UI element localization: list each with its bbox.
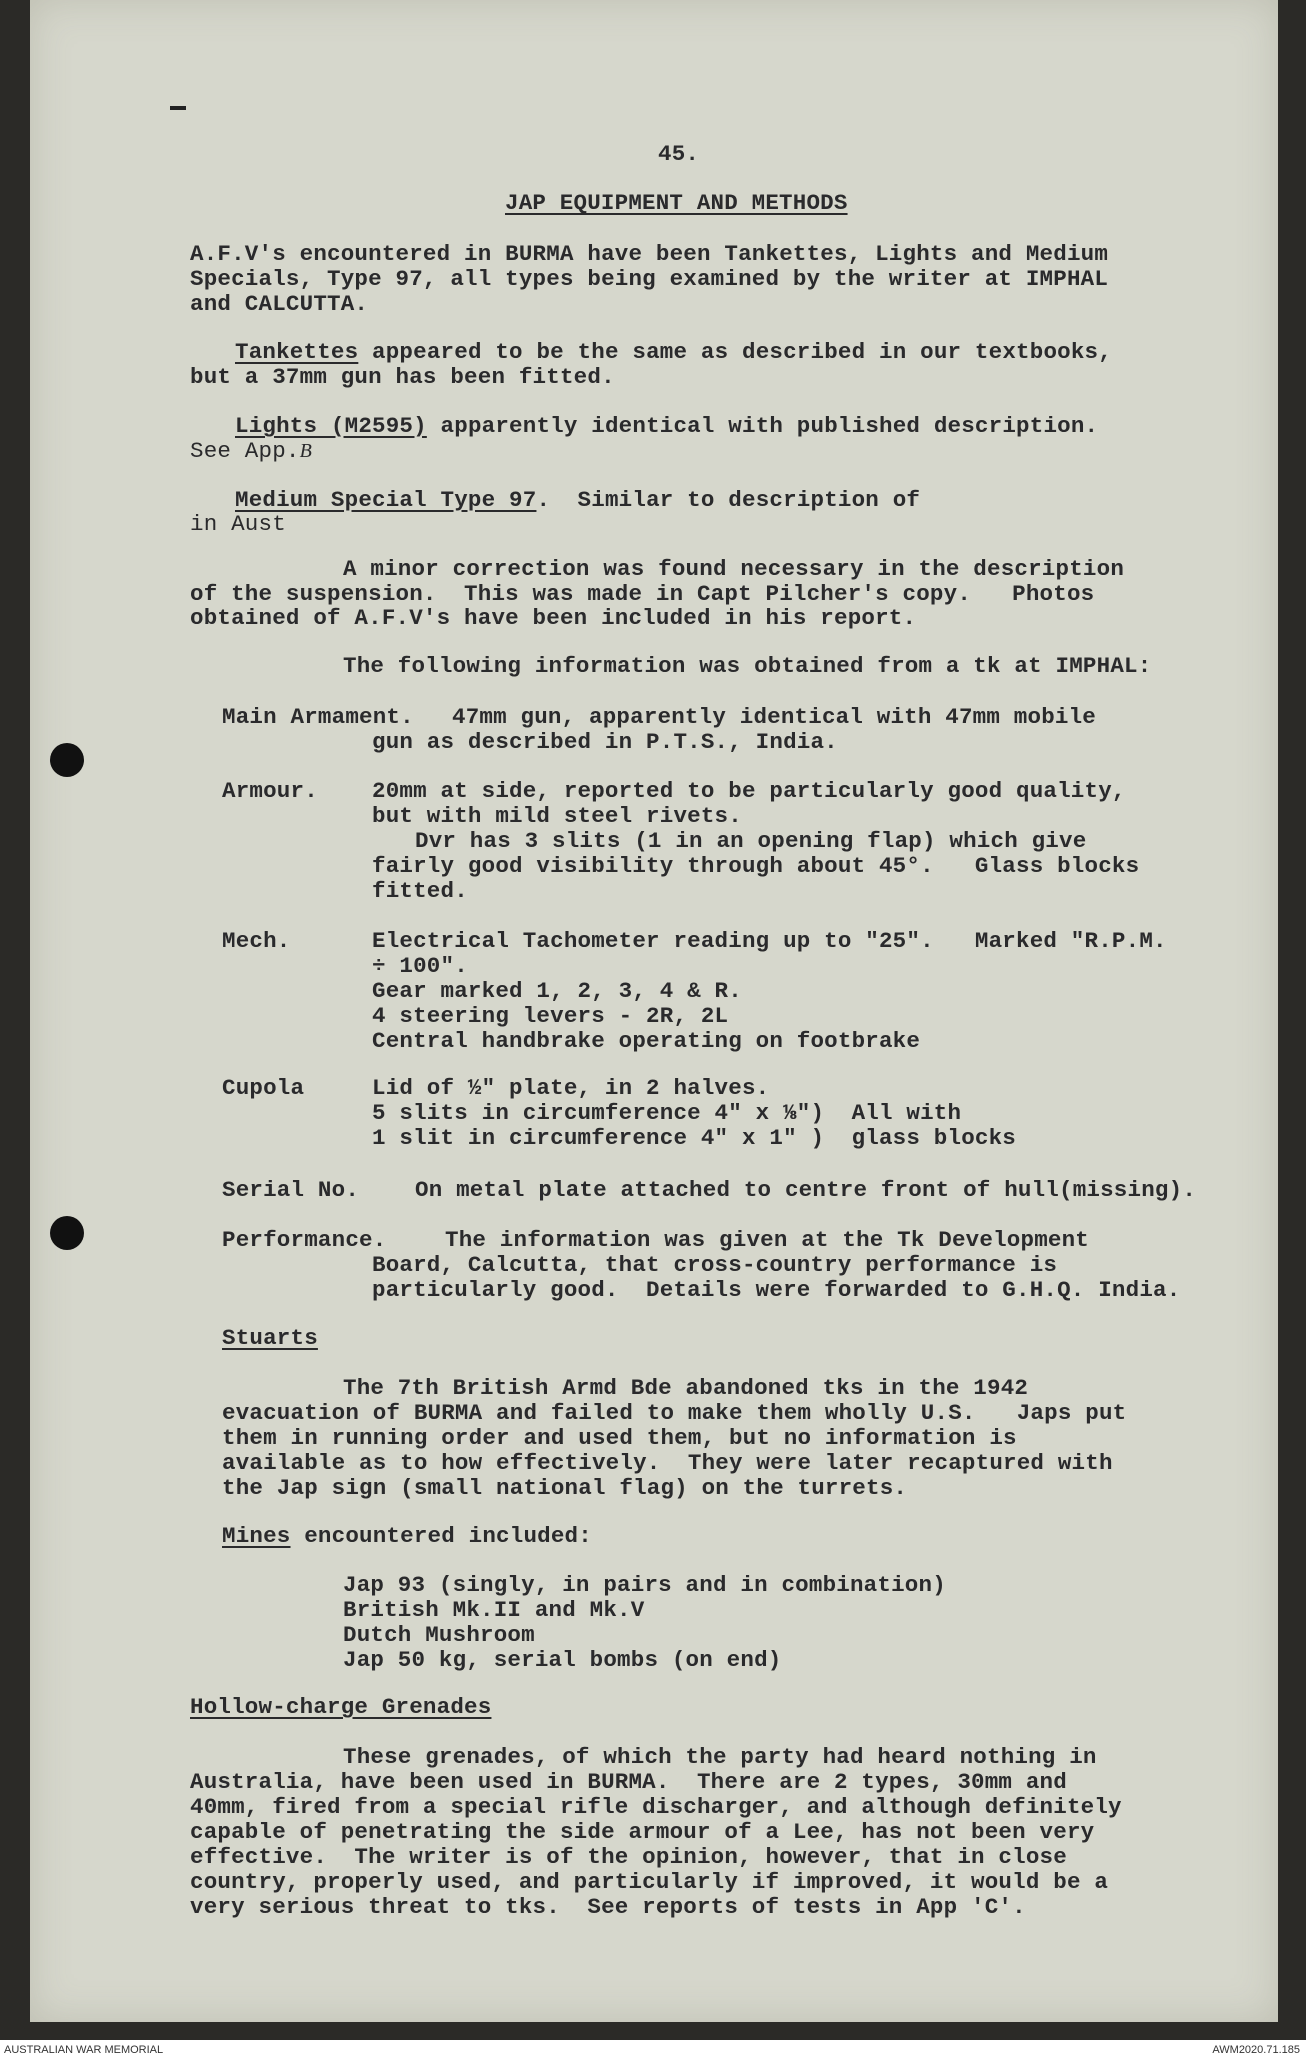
lights-see-app: See App.B (190, 438, 313, 464)
main-armament-line-2: gun as described in P.T.S., India. (372, 729, 838, 755)
mine-item: British Mk.II and Mk.V (343, 1597, 645, 1623)
grenades-line-4: capable of penetrating the side armour of a Lee, has not been very (190, 1819, 1095, 1845)
medium-line-2: in Aust (190, 511, 286, 537)
tankettes-heading: Tankettes (235, 339, 359, 365)
grenades-heading: Hollow-charge Grenades (190, 1694, 492, 1720)
stuarts-line-4: available as to how effectively. They were later recaptured with (222, 1450, 1113, 1476)
serial-label: Serial No. (222, 1177, 360, 1203)
mech-label: Mech. (222, 928, 291, 954)
cupola-line-3: 1 slit in circumference 4" x 1" ) glass blocks (372, 1125, 1017, 1151)
grenades-line-3: 40mm, fired from a special rifle discharger, and although definitely (190, 1794, 1122, 1820)
stuarts-line-2: evacuation of BURMA and failed to make them wholly U.S. Japs put (222, 1400, 1127, 1426)
armour-line-5: fitted. (372, 878, 468, 904)
armour-line-4: fairly good visibility through about 45°. Glass blocks (372, 853, 1140, 879)
correction-line-3: obtained of A.F.V's have been included in his report. (190, 605, 917, 631)
grenades-line-2: Australia, have been used in BURMA. There are 2 types, 30mm and (190, 1769, 1067, 1795)
correction-line-2: of the suspension. This was made in Capt Pilcher's copy. Photos (190, 581, 1095, 607)
mech-line-2: ÷ 100". (372, 953, 468, 979)
main-armament-label: Main Armament. (222, 704, 414, 730)
main-armament-line-1: 47mm gun, apparently identical with 47mm mobile (452, 704, 1097, 730)
stuarts-heading: Stuarts (222, 1325, 318, 1351)
cupola-label: Cupola (222, 1075, 305, 1101)
performance-line-2: Board, Calcutta, that cross-country performance is (372, 1252, 1058, 1278)
performance-line-3: particularly good. Details were forwarded to G.H.Q. India. (372, 1277, 1181, 1303)
lights-paragraph: Lights (M2595) apparently identical with published description. (235, 413, 1099, 439)
armour-line-2: but with mild steel rivets. (372, 803, 742, 829)
mines-heading: Mines (222, 1523, 291, 1549)
pencil-mark (170, 106, 186, 110)
tankettes-paragraph: Tankettes appeared to be the same as described in our textbooks, (235, 339, 1112, 365)
correction-line-1: A minor correction was found necessary in the description (343, 556, 1125, 582)
cupola-line-2: 5 slits in circumference 4" x ⅛") All with (372, 1100, 962, 1126)
tankettes-line-2: but a 37mm gun has been fitted. (190, 364, 615, 390)
page-title: JAP EQUIPMENT AND METHODS (505, 190, 848, 216)
grenades-line-1: These grenades, of which the party had heard nothing in (343, 1744, 1097, 1770)
stuarts-line-3: them in running order and used them, but no information is (222, 1425, 1017, 1451)
footer-institution: AUSTRALIAN WAR MEMORIAL (4, 2044, 164, 2056)
stuarts-line-5: the Jap sign (small national flag) on the turrets. (222, 1475, 908, 1501)
punch-hole-top (50, 743, 84, 777)
mines-paragraph: Mines encountered included: (222, 1523, 592, 1549)
grenades-line-6: country, properly used, and particularly if improved, it would be a (190, 1869, 1109, 1895)
performance-line-1: The information was given at the Tk Development (445, 1227, 1090, 1253)
mech-line-4: 4 steering levers - 2R, 2L (372, 1003, 729, 1029)
armour-label: Armour. (222, 778, 318, 804)
cupola-line-1: Lid of ½" plate, in 2 halves. (372, 1075, 770, 1101)
footer-reference: AWM2020.71.185 (1212, 2044, 1300, 2056)
page-number: 45. (658, 141, 700, 167)
lights-heading: Lights (M2595) (235, 413, 427, 439)
intro-line-3: and CALCUTTA. (190, 291, 369, 317)
archive-footer (0, 2040, 1306, 2061)
medium-paragraph: Medium Special Type 97. Similar to description of (235, 487, 921, 513)
mine-item: Jap 93 (singly, in pairs and in combination) (343, 1572, 946, 1598)
imphal-intro: The following information was obtained from a tk at IMPHAL: (343, 653, 1152, 679)
serial-line-1: On metal plate attached to centre front of hull(missing). (415, 1177, 1197, 1203)
mine-item: Dutch Mushroom (343, 1622, 535, 1648)
intro-line-1: A.F.V's encountered in BURMA have been Tankettes, Lights and Medium (190, 241, 1109, 267)
mech-line-3: Gear marked 1, 2, 3, 4 & R. (372, 978, 742, 1004)
armour-line-3: Dvr has 3 slits (1 in an opening flap) which give (415, 828, 1087, 854)
medium-heading: Medium Special Type 97 (235, 487, 537, 513)
grenades-line-5: effective. The writer is of the opinion, however, that in close (190, 1844, 1067, 1870)
performance-label: Performance. (222, 1227, 387, 1253)
stuarts-line-1: The 7th British Armd Bde abandoned tks in the 1942 (343, 1375, 1029, 1401)
mech-line-1: Electrical Tachometer reading up to "25". Marked "R.P.M. (372, 928, 1167, 954)
mech-line-5: Central handbrake operating on footbrake (372, 1028, 921, 1054)
intro-line-2: Specials, Type 97, all types being examined by the writer at IMPHAL (190, 266, 1109, 292)
grenades-line-7: very serious threat to tks. See reports of tests in App 'C'. (190, 1894, 1026, 1920)
mine-item: Jap 50 kg, serial bombs (on end) (343, 1647, 782, 1673)
armour-line-1: 20mm at side, reported to be particularly good quality, (372, 778, 1126, 804)
punch-hole-bottom (50, 1216, 84, 1250)
